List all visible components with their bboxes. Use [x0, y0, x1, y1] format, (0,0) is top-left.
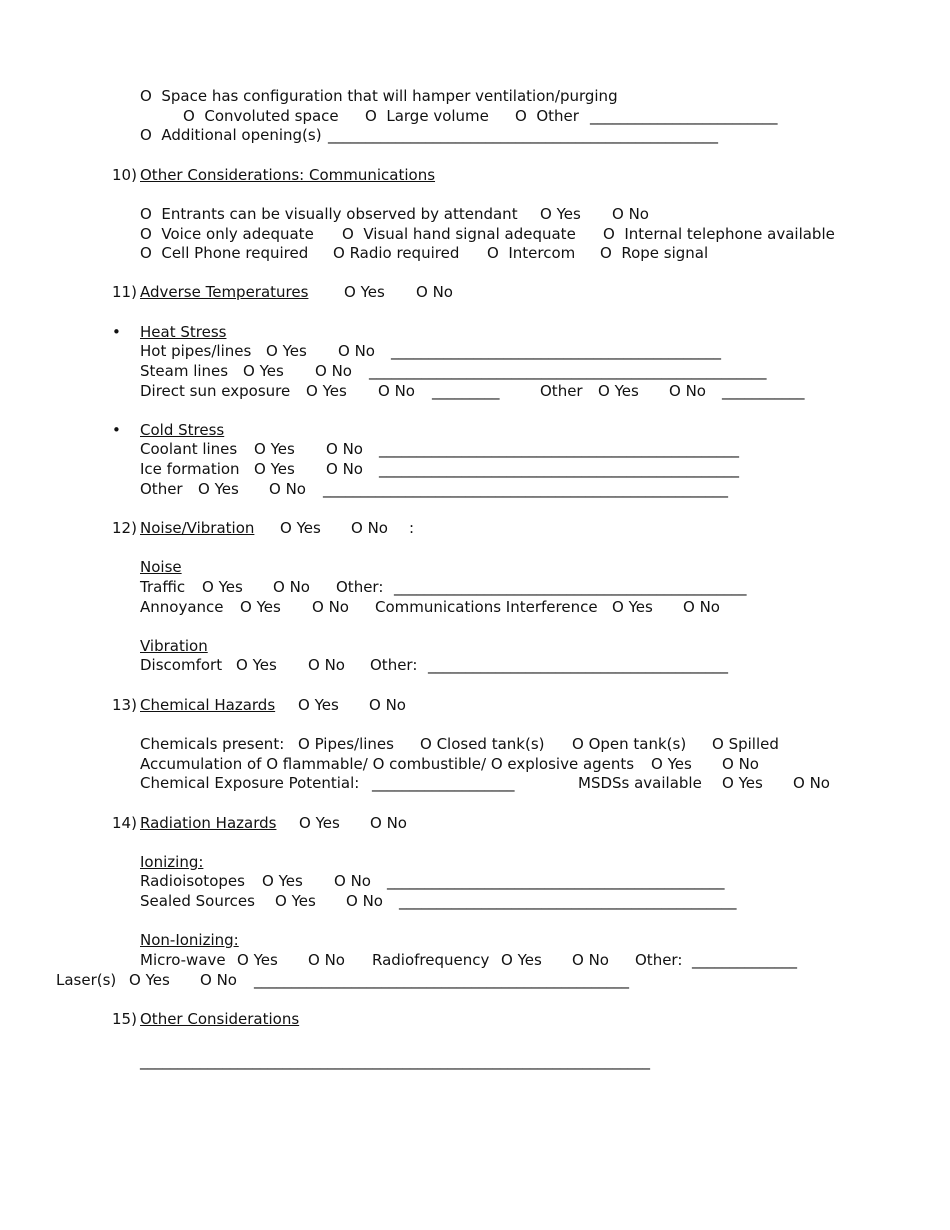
hot-pipes-blank[interactable]: ____________________________________________ [391, 342, 721, 360]
sun-exposure-blank[interactable]: _________ [432, 382, 500, 400]
yes-option[interactable]: O Yes [612, 598, 653, 616]
no-option[interactable]: O No [326, 440, 363, 458]
yes-option[interactable]: O Yes [299, 814, 340, 832]
no-option[interactable]: O No [612, 205, 649, 223]
no-option[interactable]: O No [334, 872, 371, 890]
yes-option[interactable]: O Yes [275, 892, 316, 910]
section-heading: Chemical Hazards [140, 696, 276, 714]
other-heat-blank[interactable]: ___________ [722, 382, 805, 400]
section-number: 10) [112, 166, 137, 184]
yes-option[interactable]: O Yes [651, 755, 692, 773]
no-option[interactable]: O No [351, 519, 388, 537]
section-number: 14) [112, 814, 137, 832]
yes-option[interactable]: O Yes [280, 519, 321, 537]
no-option[interactable]: O No [669, 382, 706, 400]
traffic-other-blank[interactable]: _______________________________________________ [394, 578, 747, 596]
yes-option[interactable]: O Yes [306, 382, 347, 400]
field-label: Annoyance [140, 598, 224, 616]
laser-blank[interactable]: __________________________________________________ [254, 971, 629, 989]
no-option[interactable]: O No [269, 480, 306, 498]
additional-opening-option[interactable]: O Additional opening(s) [140, 126, 322, 144]
section-heading: Radiation Hazards [140, 814, 277, 832]
field-label: Hot pipes/lines [140, 342, 252, 360]
accumulation-options[interactable]: Accumulation of O flammable/ O combustible/ O explosive agents [140, 755, 635, 773]
yes-option[interactable]: O Yes [243, 362, 284, 380]
section-heading: Other Considerations: Communications [140, 166, 436, 184]
yes-option[interactable]: O Yes [262, 872, 303, 890]
no-option[interactable]: O No [572, 951, 609, 969]
no-option[interactable]: O No [338, 342, 375, 360]
yes-option[interactable]: O Yes [202, 578, 243, 596]
other-considerations-blank[interactable]: ____________________________________________________________________ [140, 1052, 650, 1070]
field-label: Other: [635, 951, 683, 969]
yes-option[interactable]: O Yes [501, 951, 542, 969]
subheading-noise: Noise [140, 558, 182, 576]
coolant-lines-blank[interactable]: ________________________________________________ [379, 440, 739, 458]
yes-option[interactable]: O Yes [298, 696, 339, 714]
section-number: 13) [112, 696, 137, 714]
sealed-sources-blank[interactable]: _____________________________________________ [399, 892, 737, 910]
yes-option[interactable]: O Yes [598, 382, 639, 400]
yes-option[interactable]: O Yes [236, 656, 277, 674]
pipes-lines-option[interactable]: O Pipes/lines [298, 735, 394, 753]
micro-other-blank[interactable]: ______________ [692, 951, 797, 969]
visually-observed-option[interactable]: O Entrants can be visually observed by attendant [140, 205, 518, 223]
subheading-vibration: Vibration [140, 637, 208, 655]
field-label: Direct sun exposure [140, 382, 291, 400]
no-option[interactable]: O No [312, 598, 349, 616]
colon-text: : [409, 519, 415, 537]
yes-option[interactable]: O Yes [266, 342, 307, 360]
no-option[interactable]: O No [308, 656, 345, 674]
field-label: Traffic [140, 578, 186, 596]
yes-option[interactable]: O Yes [237, 951, 278, 969]
open-tank-option[interactable]: O Open tank(s) [572, 735, 687, 753]
section-number: 15) [112, 1010, 137, 1028]
no-option[interactable]: O No [273, 578, 310, 596]
no-option[interactable]: O No [326, 460, 363, 478]
convoluted-space-option[interactable]: O Convoluted space [183, 107, 339, 125]
cell-phone-option[interactable]: O Cell Phone required [140, 244, 309, 262]
no-option[interactable]: O No [200, 971, 237, 989]
field-label: Other [140, 480, 183, 498]
yes-option[interactable]: O Yes [254, 440, 295, 458]
subheading-non-ionizing: Non-Ionizing: [140, 931, 239, 949]
subheading-cold-stress: Cold Stress [140, 421, 225, 439]
field-label: Sealed Sources [140, 892, 255, 910]
additional-opening-blank[interactable]: ____________________________________________________ [328, 126, 718, 144]
field-label: Radioisotopes [140, 872, 245, 890]
no-option[interactable]: O No [370, 814, 407, 832]
field-label: Other: [370, 656, 418, 674]
closed-tank-option[interactable]: O Closed tank(s) [420, 735, 545, 753]
spilled-option[interactable]: O Spilled [712, 735, 779, 753]
section-number: 11) [112, 283, 137, 301]
rope-signal-option[interactable]: O Rope signal [600, 244, 709, 262]
bullet-icon: • [112, 323, 121, 341]
field-label: Other [540, 382, 583, 400]
field-label: Chemicals present: [140, 735, 285, 753]
bullet-icon: • [112, 421, 121, 439]
yes-option[interactable]: O Yes [198, 480, 239, 498]
no-option[interactable]: O No [369, 696, 406, 714]
field-label: Micro-wave [140, 951, 226, 969]
field-label: Radiofrequency [372, 951, 490, 969]
no-option[interactable]: O No [315, 362, 352, 380]
other-cold-blank[interactable]: ______________________________________________________ [323, 480, 728, 498]
field-label: MSDSs available [578, 774, 702, 792]
yes-option[interactable]: O Yes [129, 971, 170, 989]
ventilation-option[interactable]: O Space has configuration that will hamper ventilation/purging [140, 87, 618, 105]
discomfort-other-blank[interactable]: ________________________________________ [428, 656, 728, 674]
field-label: Chemical Exposure Potential: [140, 774, 360, 792]
steam-lines-blank[interactable]: _____________________________________________________ [369, 362, 767, 380]
other-blank[interactable]: _________________________ [590, 107, 778, 125]
section-heading: Other Considerations [140, 1010, 300, 1028]
subheading-heat-stress: Heat Stress [140, 323, 227, 341]
field-label: Other: [336, 578, 384, 596]
no-option[interactable]: O No [722, 755, 759, 773]
yes-option[interactable]: O Yes [240, 598, 281, 616]
no-option[interactable]: O No [346, 892, 383, 910]
radioisotopes-blank[interactable]: _____________________________________________ [387, 872, 725, 890]
no-option[interactable]: O No [793, 774, 830, 792]
other-option[interactable]: O Other [515, 107, 579, 125]
yes-option[interactable]: O Yes [540, 205, 581, 223]
voice-adequate-option[interactable]: O Voice only adequate [140, 225, 314, 243]
section-heading: Noise/Vibration [140, 519, 255, 537]
section-heading: Adverse Temperatures [140, 283, 309, 301]
field-label: Coolant lines [140, 440, 238, 458]
large-volume-option[interactable]: O Large volume [365, 107, 489, 125]
field-label: Communications Interference [375, 598, 598, 616]
field-label: Steam lines [140, 362, 229, 380]
field-label: Discomfort [140, 656, 223, 674]
no-option[interactable]: O No [308, 951, 345, 969]
radio-required-option[interactable]: O Radio required [333, 244, 460, 262]
field-label: Ice formation [140, 460, 240, 478]
no-option[interactable]: O No [416, 283, 453, 301]
yes-option[interactable]: O Yes [254, 460, 295, 478]
exposure-potential-blank[interactable]: ___________________ [372, 774, 515, 792]
ice-formation-blank[interactable]: ________________________________________________ [379, 460, 739, 478]
no-option[interactable]: O No [683, 598, 720, 616]
field-label: Laser(s) [56, 971, 117, 989]
section-number: 12) [112, 519, 137, 537]
internal-telephone-option[interactable]: O Internal telephone available [603, 225, 835, 243]
yes-option[interactable]: O Yes [722, 774, 763, 792]
intercom-option[interactable]: O Intercom [487, 244, 576, 262]
no-option[interactable]: O No [378, 382, 415, 400]
visual-hand-signal-option[interactable]: O Visual hand signal adequate [342, 225, 576, 243]
yes-option[interactable]: O Yes [344, 283, 385, 301]
subheading-ionizing: Ionizing: [140, 853, 204, 871]
